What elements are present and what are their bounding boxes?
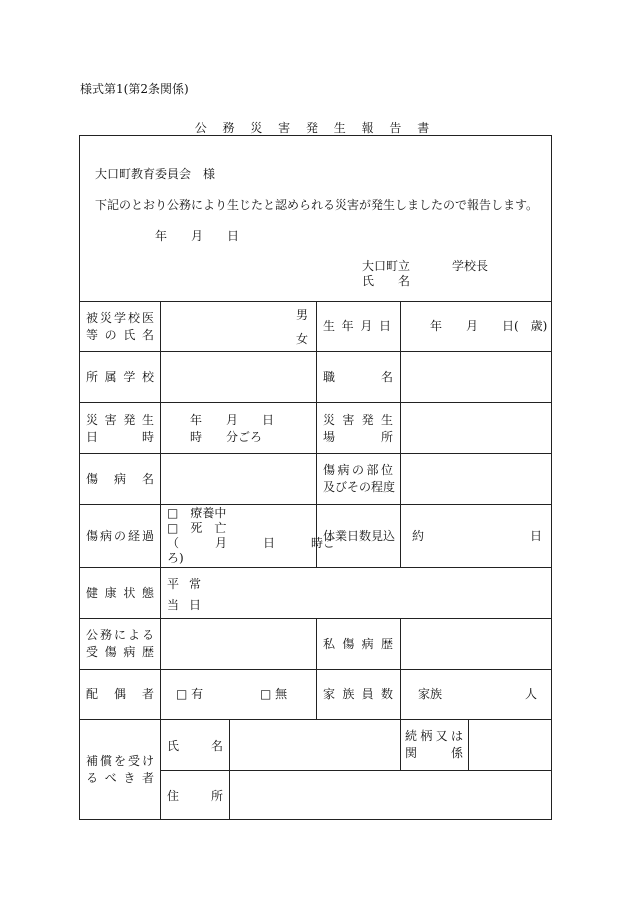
death-datetime-cont: ろ) xyxy=(167,551,184,565)
family-count-unit: 人 xyxy=(525,687,538,701)
addressee: 大口町教育委員会 様 xyxy=(95,167,216,181)
report-statement: 下記のとおり公務により生じたと認められる災害が発生しましたので報告します。 xyxy=(95,198,539,212)
sex-male-option[interactable]: 男 xyxy=(296,308,309,322)
leave-days-prefix: 約 xyxy=(412,529,425,543)
deceased-checkbox[interactable]: □ 死 亡 xyxy=(167,521,227,535)
row-divider xyxy=(160,770,552,771)
document-title: 公 務 災 害 発 生 報 告 書 xyxy=(194,121,436,135)
report-date: 年 月 日 xyxy=(155,229,240,243)
health-that-day: 当日 xyxy=(167,598,201,612)
birth-date-value: 年 月 日( 歳) xyxy=(430,319,548,333)
occurrence-datetime-label-2: 日時 xyxy=(86,430,154,444)
relationship-label-2: 関係 xyxy=(405,746,463,760)
principal-title: 学校長 xyxy=(452,259,489,273)
column-divider xyxy=(316,618,317,719)
relationship-label: 続柄又は xyxy=(405,729,463,743)
occurrence-time-value: 時 分ごろ xyxy=(190,430,263,444)
occurrence-datetime-label: 災害発生 xyxy=(86,413,154,427)
recipient-name-label: 氏 名 xyxy=(167,739,223,753)
column-divider xyxy=(400,719,401,770)
column-divider xyxy=(468,719,469,770)
row-divider xyxy=(80,719,552,720)
column-divider xyxy=(229,719,230,819)
column-divider xyxy=(400,618,401,719)
family-count-label: 家族員数 xyxy=(323,687,393,701)
recipient-label-2: るべき者 xyxy=(86,771,154,785)
sex-female-option[interactable]: 女 xyxy=(296,332,309,346)
occurrence-date-value: 年 月 日 xyxy=(190,413,275,427)
column-divider xyxy=(316,301,317,567)
prior-duty-injury-label-2: 受傷病歴 xyxy=(86,645,154,659)
spouse-yes-checkbox[interactable]: □ 有 xyxy=(176,687,204,701)
victim-name-label: 被災学校医 xyxy=(86,311,154,325)
death-datetime: （ 月 日 時ご xyxy=(167,536,336,550)
health-normal: 平常 xyxy=(167,577,201,591)
occurrence-place-label-2: 場所 xyxy=(323,430,393,444)
injury-name-label: 傷病名 xyxy=(86,472,154,486)
health-status-label: 健康状態 xyxy=(86,586,154,600)
column-divider xyxy=(160,301,161,819)
family-count-prefix: 家族 xyxy=(418,687,443,701)
column-divider xyxy=(400,301,401,567)
school-label: 所属学校 xyxy=(86,370,154,384)
spouse-no-checkbox[interactable]: □ 無 xyxy=(260,687,288,701)
row-divider xyxy=(80,567,552,568)
victim-name-label-2: 等の氏名 xyxy=(86,328,154,342)
form-number: 様式第1(第2条関係) xyxy=(80,82,189,96)
birth-date-label: 生年月日 xyxy=(323,319,391,333)
recipient-address-label: 住 所 xyxy=(167,789,223,803)
prior-duty-injury-label: 公務による xyxy=(86,628,154,642)
injury-progress-label: 傷病の経過 xyxy=(86,529,154,543)
position-label: 職名 xyxy=(323,370,393,384)
injury-part-label-2: 及びその程度 xyxy=(323,480,396,494)
leave-days-unit: 日 xyxy=(530,529,543,543)
principal-name-label: 氏 名 xyxy=(362,274,411,288)
school-prefix: 大口町立 xyxy=(362,259,411,273)
injury-part-label: 傷病の部位 xyxy=(323,463,393,477)
report-form xyxy=(79,135,552,820)
leave-days-label: 休業日数見込 xyxy=(323,529,396,543)
occurrence-place-label: 災害発生 xyxy=(323,413,393,427)
spouse-label: 配偶者 xyxy=(86,687,154,701)
private-injury-label: 私傷病歴 xyxy=(323,637,393,651)
recipient-label: 補償を受け xyxy=(86,754,154,768)
in-treatment-checkbox[interactable]: □ 療養中 xyxy=(167,506,227,520)
